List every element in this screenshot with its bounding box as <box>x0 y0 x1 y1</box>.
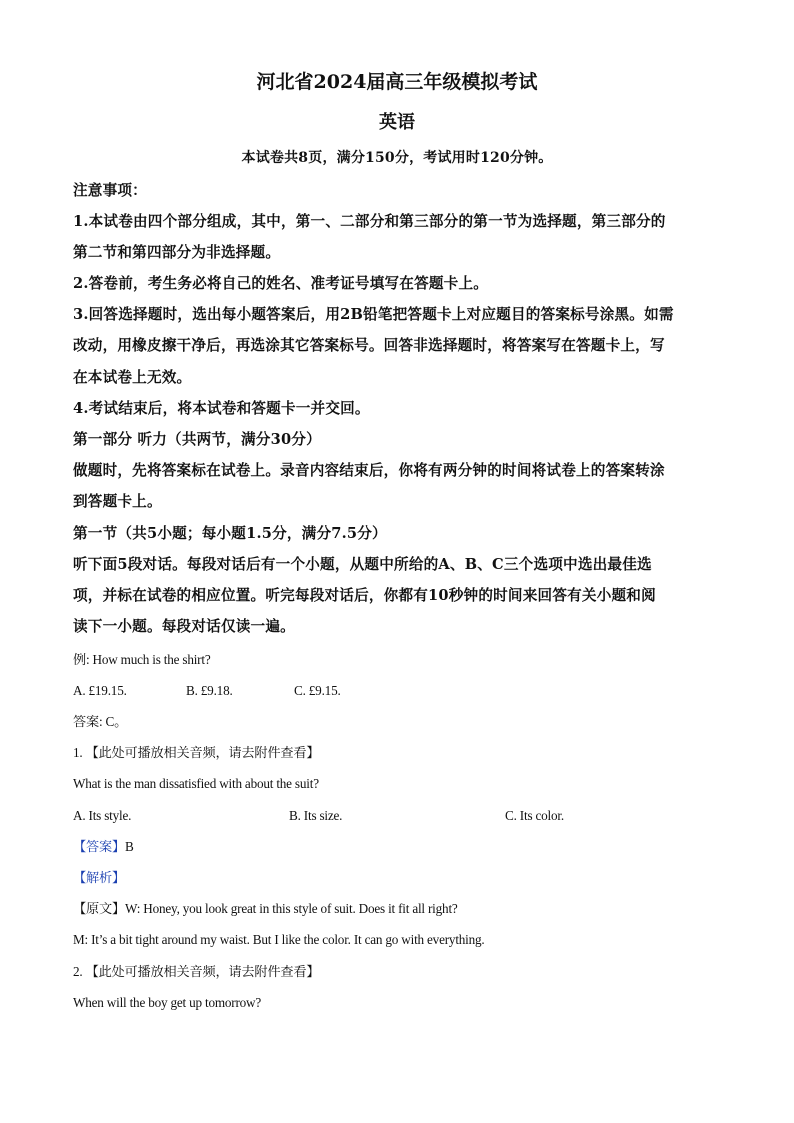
notes-item2: 2.答卷前，考生务必将自己的姓名、准考证号填写在答题卡上。 <box>73 275 489 292</box>
q1-question: What is the man dissatisfied with about the suit? <box>73 776 319 791</box>
q1-answer-value: B <box>124 839 134 854</box>
notes-heading: 注意事项： <box>73 182 147 199</box>
example-option-b: B. £9.18. <box>186 683 233 698</box>
q1-answer-line <box>73 840 134 853</box>
notes-item4: 4.考试结束后，将本试卷和答题卡一并交回。 <box>73 400 370 417</box>
exam-info: 本试卷共8页，满分150分，考试用时120分钟。 <box>241 150 553 166</box>
section1-line2: 项，并标在试卷的相应位置。听完每段对话后，你都有10秒钟的时间来回答有关小题和阅 <box>73 587 656 604</box>
notes-item1-line2: 第二节和第四部分为非选择题。 <box>73 244 281 261</box>
section1-line3: 读下一小题。每段对话仅读一遍。 <box>73 618 295 635</box>
notes-item3-line1: 3.回答选择题时，选出每小题答案后，用2B铅笔把答题卡上对应题目的答案标号涂黑。如需 <box>73 306 674 323</box>
part1-instr-line1: 做题时，先将答案标在试卷上。录音内容结束后，你将有两分钟的时间将试卷上的答案转涂 <box>73 462 665 479</box>
q1-analysis-tag: 【解析】 <box>73 870 125 885</box>
section1-line1: 听下面5段对话。每段对话后有一个小题，从题中所给的A、B、C三个选项中选出最佳选 <box>73 556 652 573</box>
q1-original-m: M: It’s a bit tight around my waist. But I like the color. It can go with everything. <box>73 932 485 947</box>
q2-question: When will the boy get up tomorrow? <box>73 995 262 1010</box>
notes-item3-line2: 改动，用橡皮擦干净后，再选涂其它答案标号。回答非选择题时，将答案写在答题卡上，写 <box>73 337 665 354</box>
part1-heading: 第一部分 听力（共两节，满分30分） <box>73 431 321 448</box>
q2-audio-note: 2. 【此处可播放相关音频，请去附件查看】 <box>73 964 320 979</box>
example-question: 例: How much is the shirt? <box>73 652 211 667</box>
q1-original-tag: 【原文】 <box>73 901 125 916</box>
part1-instr-line2: 到答题卡上。 <box>73 493 162 510</box>
q1-option-b: B. Its size. <box>289 808 343 823</box>
q1-answer-tag: 【答案】 <box>73 839 125 854</box>
notes-item3-line3: 在本试卷上无效。 <box>73 369 192 386</box>
subject-title: 英语 <box>379 112 415 133</box>
q1-option-a: A. Its style. <box>73 808 132 823</box>
section1-heading: 第一节（共5小题；每小题1.5分，满分7.5分） <box>73 525 387 542</box>
q1-original-w-line <box>73 902 458 915</box>
example-answer: 答案: C。 <box>73 714 128 729</box>
example-option-a: A. £19.15. <box>73 683 127 698</box>
q1-audio-note: 1. 【此处可播放相关音频，请去附件查看】 <box>73 745 320 760</box>
notes-item1-line1: 1.本试卷由四个部分组成，其中，第一、二部分和第三部分的第一节为选择题，第三部分的 <box>73 213 666 230</box>
q1-option-c: C. Its color. <box>505 808 564 823</box>
example-option-c: C. £9.15. <box>294 683 341 698</box>
exam-title: 河北省2024届高三年级模拟考试 <box>256 71 538 93</box>
q1-original-w: W: Honey, you look great in this style of suit. Does it fit all right? <box>124 901 458 916</box>
